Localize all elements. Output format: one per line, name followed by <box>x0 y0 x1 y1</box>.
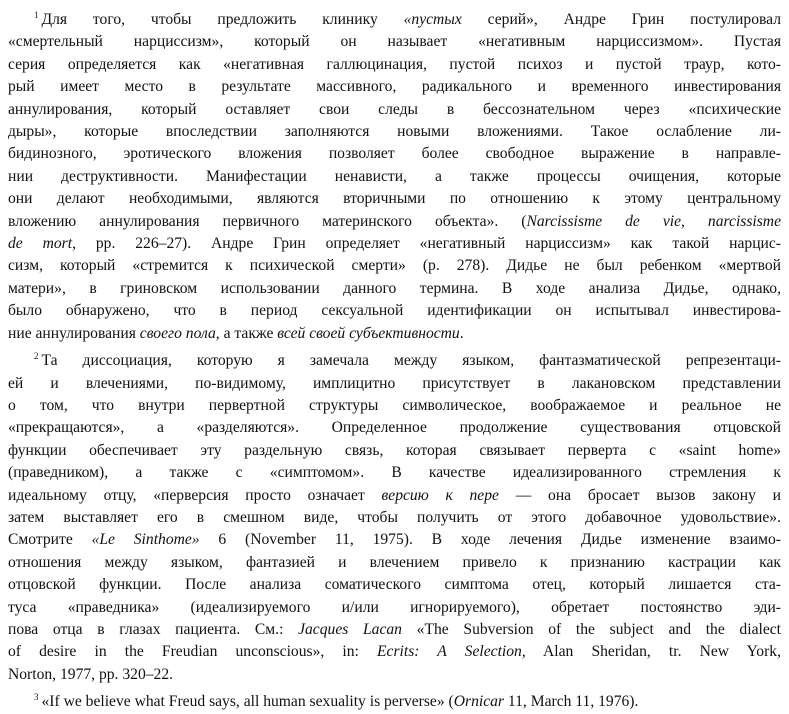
text-segment: — она бросает вызов закону и <box>498 486 781 504</box>
text-segment: серий», Андре Грин постулировал <box>461 11 781 28</box>
footnote-2 <box>8 345 781 686</box>
footnote-line <box>8 143 781 165</box>
italic-text: «Le Sinthome» <box>91 531 200 549</box>
footnote-line <box>8 507 781 529</box>
text-segment: Alan Sheridan, tr. New York, <box>525 643 781 661</box>
text-segment: Та диссоциация, которую я замечала между языком, фантазматической репрезентаци- <box>41 352 781 370</box>
text-segment: Для того, чтобы предложить клинику <box>41 11 404 28</box>
footnote-marker: 1 <box>34 10 39 20</box>
text-segment: сизм, который «стремится к психической смерти» (p. 278). Дидье не был ребенком «мертвой <box>8 257 781 275</box>
text-segment: . <box>459 324 464 342</box>
text-segment: было обнаружено, что в период сексуальной идентификации он испытывал инвестирова- <box>8 302 781 320</box>
footnote-marker: 2 <box>34 351 39 362</box>
footnote-line <box>8 686 781 713</box>
footnote-line <box>8 166 781 188</box>
footnote-line <box>8 54 781 76</box>
italic-text: Ornicar <box>453 693 504 711</box>
footnote-line <box>8 300 781 322</box>
text-segment: матери», в гриновском использовании данного термина. В ходе анализа Дидье, однако, <box>8 279 781 297</box>
footnote-3 <box>8 686 781 713</box>
text-segment: «смертельный нарциссизм», который он называет «негативным нарциссизмом». Пустая <box>8 33 781 51</box>
italic-text: версию к пере <box>381 486 499 504</box>
text-segment: отцовской функции. После анализа соматического симптома отец, который лишается ста- <box>8 576 781 594</box>
footnote-line <box>8 552 781 574</box>
footnote-line <box>8 373 781 395</box>
text-segment: бидинозного, эротического вложения позволяет более свободное выражение в направле- <box>8 145 781 163</box>
italic-text: de mort <box>8 235 73 253</box>
footnote-line <box>8 619 781 641</box>
footnote-line <box>8 485 781 507</box>
footnote-line <box>8 417 781 439</box>
text-segment: «прекращаются», а «разделяются». Определенное продолжение существования отцовской <box>8 419 781 437</box>
footnote-line <box>8 323 781 345</box>
text-segment: 11, March 11, 1976). <box>504 693 639 711</box>
text-segment: пова отца в глазах пациента. См.: <box>8 620 299 638</box>
text-segment: отношения между языком, фантазией и влечением привело к признанию кастрации как <box>8 553 781 571</box>
footnote-1 <box>8 4 781 345</box>
text-segment: , а также <box>215 324 278 342</box>
footnote-line <box>8 529 781 551</box>
text-segment: «If we believe what Freud says, all human sexuality is perverse» ( <box>41 693 454 711</box>
text-segment: ей и влечениями, по-видимому, имплицитно присутствует в лакановском представлении <box>8 374 781 392</box>
text-segment: вложению аннулирования первичного материнского объекта». ( <box>8 212 527 230</box>
footnote-line <box>8 31 781 53</box>
text-segment: функции обеспечивает эту раздельную связь, которая связывает перверта с «saint home» <box>8 441 781 459</box>
text-segment: рый имеет место в результате массивного, радикального и временного инвестирования <box>8 78 781 96</box>
text-segment: дыры», которые впоследствии заполняются новыми вложениями. Такое ослабление ли- <box>8 123 781 141</box>
italic-text: Jacques Lacan <box>298 620 402 638</box>
footnote-line <box>8 597 781 619</box>
italic-text: «пустых <box>403 11 462 28</box>
footnote-line <box>8 99 781 121</box>
text-segment: идеальному отцу, «перверсия просто означает <box>8 486 382 504</box>
text-segment: серия определяется как «негативная галлюцинация, пустой психоз и пустой траур, кото- <box>8 55 781 73</box>
footnote-line <box>8 255 781 277</box>
text-segment: ние аннулирования <box>8 324 140 342</box>
italic-text: Ecrits: A Selection, <box>377 643 526 661</box>
text-segment: аннулирования, который оставляет свои следы в бессознательном через «психические <box>8 100 781 118</box>
text-segment: Смотрите <box>8 531 92 549</box>
footnote-marker: 3 <box>34 692 39 703</box>
footnote-line <box>8 440 781 462</box>
text-segment: «The Subversion of the subject and the dialect <box>401 620 781 638</box>
text-segment: of desire in the Freudian unconscious», in: <box>8 643 378 661</box>
footnote-line <box>8 395 781 417</box>
text-segment: Norton, 1977, pp. 320–22. <box>8 665 174 683</box>
text-segment: они делают необходимыми, являются вторичными по отношению к этому центральному <box>8 190 781 208</box>
italic-text: всей своей субъективности <box>277 324 460 342</box>
footnote-line <box>8 4 781 31</box>
footnote-line <box>8 211 781 233</box>
footnote-line <box>8 233 781 255</box>
italic-text: своего пола <box>139 324 216 342</box>
footnote-line <box>8 278 781 300</box>
footnote-line <box>8 76 781 98</box>
text-segment: 6 (November 11, 1975). В ходе лечения Дидье изменение взаимо- <box>199 531 782 549</box>
footnote-line <box>8 574 781 596</box>
text-segment: туса «праведника» (идеализируемого и/или игнорируемого), обретает постоянство эди- <box>8 598 781 616</box>
text-segment: (праведником), а также с «симптомом». В качестве идеализированного стремления к <box>8 464 781 482</box>
footnote-line <box>8 462 781 484</box>
footnote-line <box>8 121 781 143</box>
text-segment: нии деструктивности. Манифестации ненависти, а также процессы очищения, которые <box>8 167 781 185</box>
italic-text: Narcissisme de vie, narcissisme <box>526 212 781 230</box>
footnote-line <box>8 188 781 210</box>
text-segment: о том, что внутри первертной структуры символическое, воображаемое и реальное не <box>8 396 781 414</box>
footnote-line <box>8 345 781 372</box>
text-segment: , pp. 226–27). Андре Грин определяет «негативный нарциссизм» как такой нарцис- <box>72 235 782 253</box>
text-segment: затем выставляет его в смешном виде, чтобы получить от этого добавочное удовольствие». <box>8 508 781 526</box>
footnote-line <box>8 641 781 663</box>
footnote-line <box>8 664 781 686</box>
